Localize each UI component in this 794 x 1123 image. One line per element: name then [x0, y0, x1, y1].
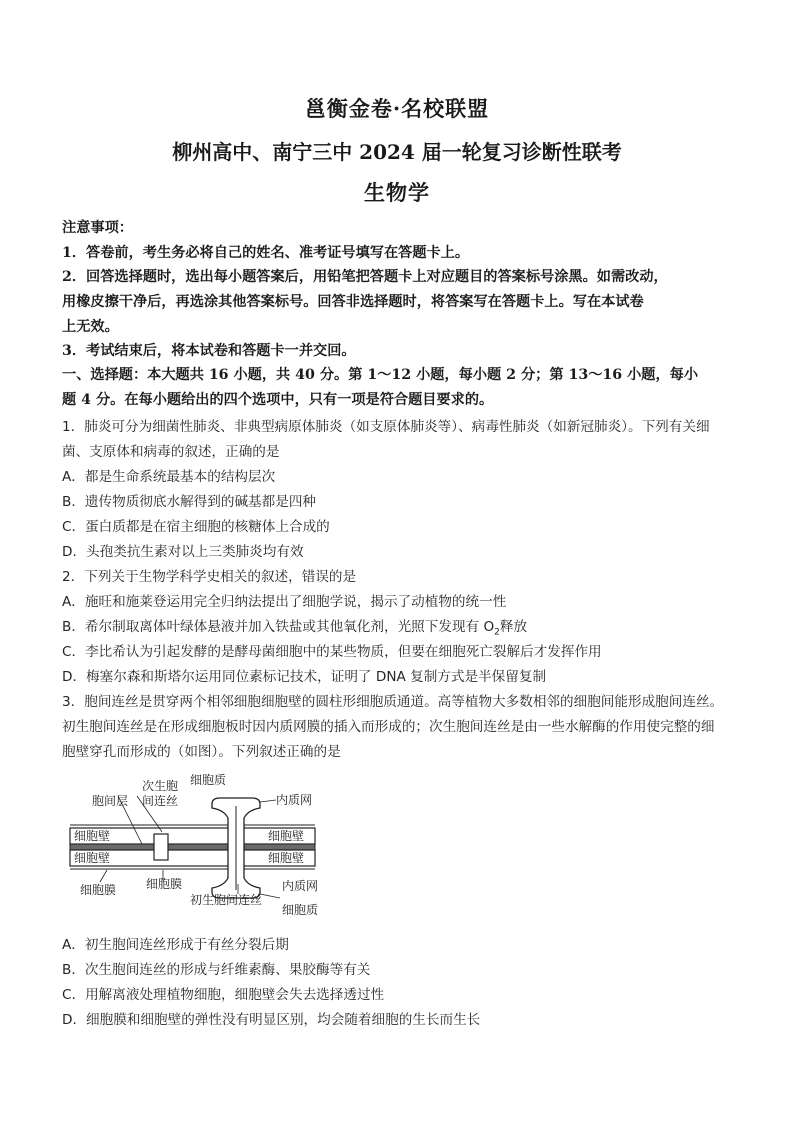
label-er-top: 内质网	[276, 793, 313, 807]
q3-option-b: B．次生胞间连丝的形成与纤维素酶、果胶酶等有关	[62, 962, 371, 978]
q2-option-c: C．李比希认为引起发酵的是酵母菌细胞中的某些物质，但要在细胞死亡裂解后才发挥作用	[62, 644, 602, 660]
note-1: 1．答卷前，考生务必将自己的姓名、准考证号填写在答题卡上。	[62, 245, 470, 261]
exam-title: 柳州高中、南宁三中 2024 届一轮复习诊断性联考	[172, 140, 622, 164]
note-2-line-2: 用橡皮擦干净后，再选涂其他答案标号。回答非选择题时，将答案写在答题卡上。写在本试卷	[62, 294, 644, 310]
q1-stem-line-1: 1．肺炎可分为细菌性肺炎、非典型病原体肺炎（如支原体肺炎等）、病毒性肺炎（如新冠肺炎）。下列有关细	[62, 419, 710, 435]
plasmodesmata-diagram	[62, 770, 342, 920]
secondary-plasmodesma-channel	[154, 834, 168, 860]
notes-heading: 注意事项：	[62, 220, 133, 236]
middle-lamella-band	[70, 844, 315, 850]
label-secondary-pd-1: 次生胞	[142, 779, 179, 793]
label-er-bottom: 内质网	[282, 879, 319, 893]
q2-option-b-tail: 释放	[499, 619, 528, 635]
q2-option-a: A．施旺和施莱登运用完全归纳法提出了细胞学说，揭示了动植物的统一性	[62, 594, 507, 610]
q3-option-c: C．用解离液处理植物细胞，细胞壁会失去选择透过性	[62, 987, 385, 1003]
label-wall-right-bottom: 细胞壁	[268, 851, 305, 865]
label-wall-left-bottom: 细胞壁	[74, 851, 111, 865]
q1-stem-line-2: 菌、支原体和病毒的叙述，正确的是	[62, 444, 280, 460]
label-membrane-left: 细胞膜	[80, 883, 117, 897]
q1-option-c: C．蛋白质都是在宿主细胞的核糖体上合成的	[62, 519, 330, 535]
label-primary-pd: 初生胞间连丝	[190, 893, 263, 907]
q2-option-b-subscript: 2	[494, 627, 500, 638]
q1-option-b: B．遗传物质彻底水解得到的碱基都是四种	[62, 494, 317, 510]
q2-option-b-text: B．希尔制取离体叶绿体悬液并加入铁盐或其他氧化剂，光照下发现有 O	[62, 619, 495, 635]
q3-stem-line-1: 3．胞间连丝是贯穿两个相邻细胞细胞壁的圆柱形细胞质通道。高等植物大多数相邻的细胞间能形成胞间连丝。	[62, 694, 724, 710]
label-cytoplasm-bottom: 细胞质	[282, 903, 319, 917]
leader-er-bottom	[260, 894, 280, 898]
label-cytoplasm-top: 细胞质	[190, 773, 227, 787]
label-membrane-mid: 细胞膜	[146, 877, 183, 891]
note-2-line-3: 上无效。	[62, 319, 119, 335]
series-title: 邕衡金卷·名校联盟	[304, 96, 490, 121]
subject-title: 生物学	[364, 180, 430, 205]
leader-er-top	[260, 800, 276, 802]
q2-option-d: D．梅塞尔森和斯塔尔运用同位素标记技术，证明了 DNA 复制方式是半保留复制	[62, 669, 547, 685]
q3-stem-line-3: 胞壁穿孔而形成的（如图）。下列叙述正确的是	[62, 744, 341, 760]
note-3: 3．考试结束后，将本试卷和答题卡一并交回。	[62, 343, 356, 359]
label-middle-lamella: 胞间层	[92, 794, 129, 808]
q3-stem-line-2: 初生胞间连丝是在形成细胞板时因内质网膜的插入而形成的；次生胞间连丝是由一些水解酶的作用使完整的细	[62, 719, 715, 735]
label-secondary-pd-2: 间连丝	[142, 794, 179, 808]
q2-option-b	[62, 615, 742, 638]
leader-membrane-left	[100, 870, 107, 882]
q2-stem: 2．下列关于生物学科学史相关的叙述，错误的是	[62, 569, 357, 585]
label-wall-right-top: 细胞壁	[268, 829, 305, 843]
section-intro-line-1: 一、选择题：本大题共 16 小题，共 40 分。第 1～12 小题，每小题 2 分；第 13～16 小题，每小	[62, 367, 699, 383]
section-intro-line-2: 题 4 分。在每小题给出的四个选项中，只有一项是符合题目要求的。	[62, 392, 494, 408]
q3-option-a: A．初生胞间连丝形成于有丝分裂后期	[62, 937, 289, 953]
note-2-line-1: 2．回答选择题时，选出每小题答案后，用铅笔把答题卡上对应题目的答案标号涂黑。如需改动，	[62, 269, 668, 285]
label-wall-left-top: 细胞壁	[74, 829, 111, 843]
q1-option-d: D．头孢类抗生素对以上三类肺炎均有效	[62, 544, 304, 560]
q1-option-a: A．都是生命系统最基本的结构层次	[62, 469, 276, 485]
q3-option-d: D．细胞膜和细胞壁的弹性没有明显区别，均会随着细胞的生长而生长	[62, 1012, 481, 1028]
